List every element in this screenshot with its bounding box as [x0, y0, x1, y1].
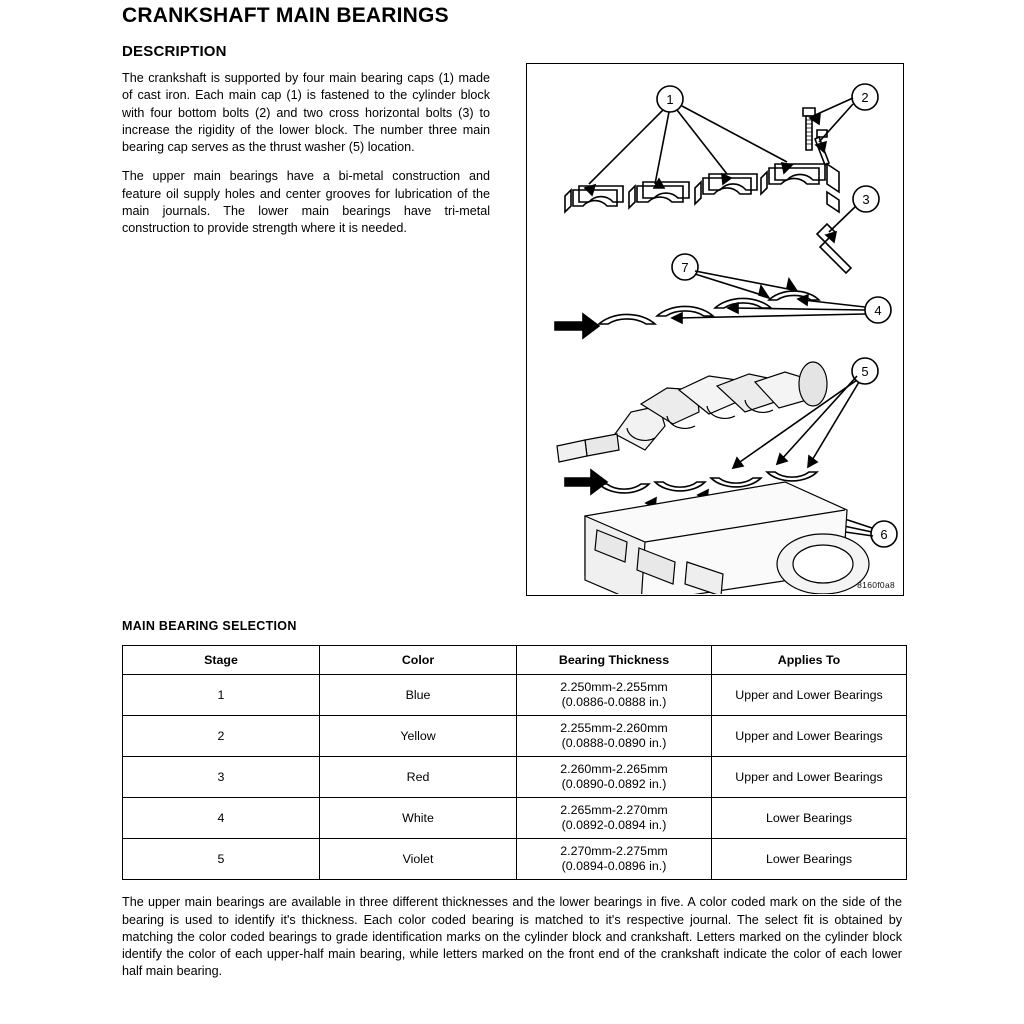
cell-color: Violet [320, 839, 517, 880]
cell-applies-to: Upper and Lower Bearings [712, 757, 907, 798]
figure-reference-code: 8160f0a8 [857, 580, 895, 591]
thickness-in: (0.0890-0.0892 in.) [561, 777, 667, 792]
cell-stage: 3 [123, 757, 320, 798]
thickness-in: (0.0894-0.0896 in.) [561, 859, 667, 874]
description-paragraph-1: The crankshaft is supported by four main bearing caps (1) made of cast iron. Each main cap (1) is fastened to the cylinder block with four bottom bolts (2) and two cross horizontal bolts (3) to increase the rigidity of the lower block. The number three main bearing cap serves as the thrust washer (5) location. [122, 71, 490, 155]
thickness-mm: 2.255mm-2.260mm [560, 720, 668, 735]
description-text-column [122, 70, 490, 237]
cell-applies-to: Upper and Lower Bearings [712, 716, 907, 757]
description-paragraph-2: The upper main bearings have a bi-metal construction and feature oil supply holes and center grooves for lubrication of the main journals. The lower main bearings have tri-metal construction to provide strength where it is needed. [122, 169, 490, 236]
cell-stage: 5 [123, 839, 320, 880]
cell-stage: 1 [123, 675, 320, 716]
thickness-in: (0.0888-0.0890 in.) [561, 736, 667, 751]
page-content [122, 4, 904, 981]
cell-thickness [517, 716, 712, 757]
column-header-color: Color [320, 646, 517, 675]
svg-text:5: 5 [861, 364, 869, 380]
crankshaft-bearing-figure [526, 63, 904, 596]
figure-illustration [527, 64, 902, 594]
cell-thickness [517, 675, 712, 716]
table-row [123, 716, 907, 757]
thickness-mm: 2.265mm-2.270mm [560, 802, 668, 817]
thickness-mm: 2.250mm-2.255mm [560, 679, 668, 694]
table-header-row [123, 646, 907, 675]
page-title: CRANKSHAFT MAIN BEARINGS [122, 4, 449, 27]
footnote-text: The upper main bearings are available in three different thicknesses and the lower bearings in five. A color coded mark on the side of the bearing is used to identify it's thickness. Each color coded bearing is matched to it's respective journal. The select fit is obtained by matching the color coded bearings to grade identification marks on the cylinder block and crankshaft. Letters marked on the cylinder block identify the color of each upper-half main bearing, while letters marked on the front end of the crankshaft indicate the color of each lower half main bearing. [122, 895, 902, 979]
table-row [123, 839, 907, 880]
thickness-mm: 2.270mm-2.275mm [560, 843, 668, 858]
table-heading: MAIN BEARING SELECTION [122, 619, 297, 634]
bearing-selection-table-wrap [122, 645, 902, 880]
svg-text:1: 1 [666, 92, 674, 108]
section-heading-description: DESCRIPTION [122, 43, 227, 61]
cell-color: Blue [320, 675, 517, 716]
cell-color: Red [320, 757, 517, 798]
thickness-mm: 2.260mm-2.265mm [560, 761, 668, 776]
column-header-bearing-thickness: Bearing Thickness [517, 646, 712, 675]
svg-text:2: 2 [861, 90, 869, 106]
svg-text:7: 7 [681, 260, 689, 276]
table-row [123, 757, 907, 798]
cell-thickness [517, 798, 712, 839]
cell-applies-to: Lower Bearings [712, 798, 907, 839]
cell-stage: 4 [123, 798, 320, 839]
thickness-in: (0.0886-0.0888 in.) [561, 695, 667, 710]
cell-applies-to: Upper and Lower Bearings [712, 675, 907, 716]
svg-text:6: 6 [880, 527, 888, 543]
cell-color: White [320, 798, 517, 839]
cell-color: Yellow [320, 716, 517, 757]
svg-text:3: 3 [862, 192, 870, 208]
svg-text:4: 4 [874, 303, 882, 319]
column-header-applies-to: Applies To [712, 646, 907, 675]
cell-stage: 2 [123, 716, 320, 757]
column-header-stage: Stage [123, 646, 320, 675]
cell-thickness [517, 757, 712, 798]
thickness-in: (0.0892-0.0894 in.) [561, 818, 667, 833]
table-row [123, 798, 907, 839]
description-and-figure [122, 70, 904, 591]
cell-applies-to: Lower Bearings [712, 839, 907, 880]
cell-thickness [517, 839, 712, 880]
footnote-block [122, 894, 902, 980]
bearing-selection-table [122, 645, 907, 880]
table-row [123, 675, 907, 716]
